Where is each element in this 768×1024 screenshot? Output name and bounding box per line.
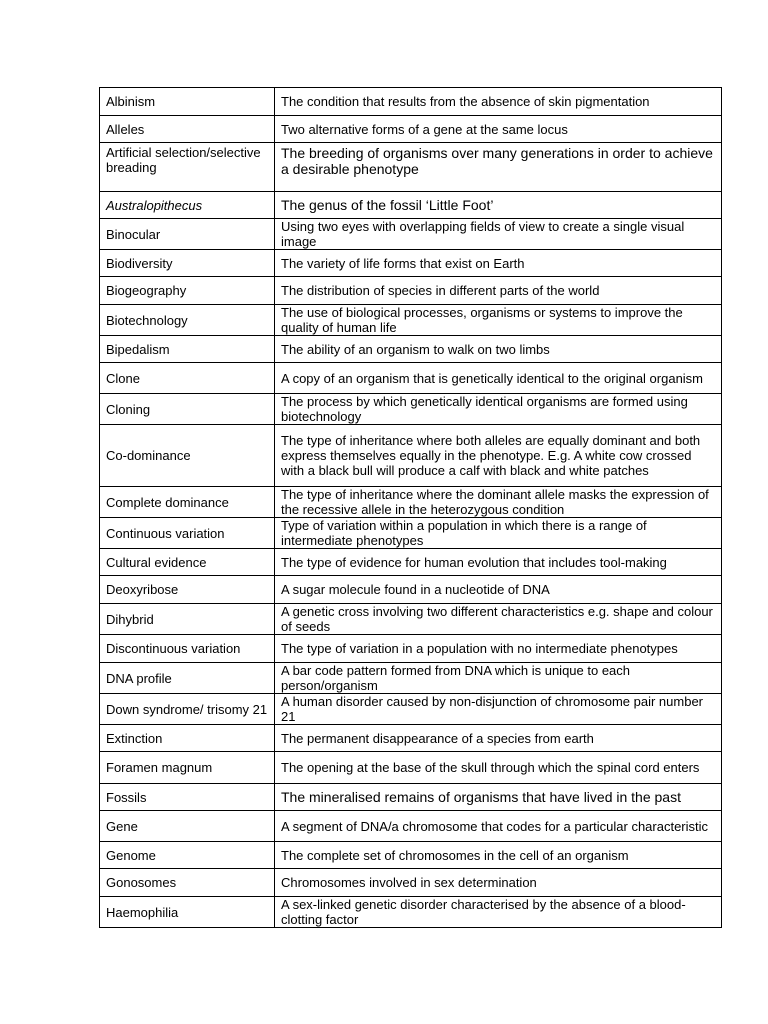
definition-cell: The type of variation in a population with no intermediate phenotypes xyxy=(275,635,722,663)
term-cell: Genome xyxy=(100,842,275,869)
term-cell: Bipedalism xyxy=(100,336,275,363)
definition-cell: A sugar molecule found in a nucleotide of DNA xyxy=(275,576,722,604)
table-row xyxy=(100,250,722,277)
definition-cell: Two alternative forms of a gene at the same locus xyxy=(275,116,722,143)
term-cell: Deoxyribose xyxy=(100,576,275,604)
table-row xyxy=(100,784,722,811)
term-cell: Binocular xyxy=(100,219,275,250)
definition-cell: The type of evidence for human evolution that includes tool-making xyxy=(275,549,722,576)
definition-cell: The permanent disappearance of a species from earth xyxy=(275,725,722,752)
term-cell: Biotechnology xyxy=(100,305,275,336)
definition-cell: Chromosomes involved in sex determination xyxy=(275,869,722,897)
table-row xyxy=(100,305,722,336)
term-cell: Biodiversity xyxy=(100,250,275,277)
definition-cell: The type of inheritance where both alleles are equally dominant and both express themselves equally in the phenotype. E.g. A white cow crossed with a black bull will produce a calf with black and white patches xyxy=(275,425,722,487)
table-row xyxy=(100,752,722,784)
definition-cell: The mineralised remains of organisms that have lived in the past xyxy=(275,784,722,811)
definition-cell: A segment of DNA/a chromosome that codes for a particular characteristic xyxy=(275,811,722,842)
definition-cell: The use of biological processes, organisms or systems to improve the quality of human life xyxy=(275,305,722,336)
definition-cell: The genus of the fossil ‘Little Foot’ xyxy=(275,192,722,219)
term-cell: Gene xyxy=(100,811,275,842)
term-cell: DNA profile xyxy=(100,663,275,694)
term-cell: Cultural evidence xyxy=(100,549,275,576)
table-row xyxy=(100,811,722,842)
table-row xyxy=(100,549,722,576)
definition-cell: A human disorder caused by non-disjunction of chromosome pair number 21 xyxy=(275,694,722,725)
table-row xyxy=(100,576,722,604)
definition-cell: The breeding of organisms over many generations in order to achieve a desirable phenotype xyxy=(275,143,722,192)
definition-cell: The complete set of chromosomes in the cell of an organism xyxy=(275,842,722,869)
term-cell: Complete dominance xyxy=(100,487,275,518)
table-row xyxy=(100,663,722,694)
glossary-table xyxy=(99,87,722,928)
definition-cell: A sex-linked genetic disorder characterised by the absence of a blood-clotting factor xyxy=(275,897,722,928)
table-row xyxy=(100,394,722,425)
table-row xyxy=(100,425,722,487)
table-row xyxy=(100,88,722,116)
table-row xyxy=(100,219,722,250)
term-cell: Discontinuous variation xyxy=(100,635,275,663)
table-row xyxy=(100,363,722,394)
definition-cell: The type of inheritance where the dominant allele masks the expression of the recessive allele in the heterozygous condition xyxy=(275,487,722,518)
table-row xyxy=(100,635,722,663)
table-row xyxy=(100,116,722,143)
term-cell: Haemophilia xyxy=(100,897,275,928)
term-cell: Artificial selection/selective breading xyxy=(100,143,275,192)
table-row xyxy=(100,694,722,725)
term-cell: Dihybrid xyxy=(100,604,275,635)
table-row xyxy=(100,277,722,305)
table-row xyxy=(100,869,722,897)
definition-cell: A genetic cross involving two different characteristics e.g. shape and colour of seeds xyxy=(275,604,722,635)
table-row xyxy=(100,725,722,752)
term-cell: Biogeography xyxy=(100,277,275,305)
definition-cell: The condition that results from the absence of skin pigmentation xyxy=(275,88,722,116)
definition-cell: The opening at the base of the skull through which the spinal cord enters xyxy=(275,752,722,784)
term-cell: Foramen magnum xyxy=(100,752,275,784)
term-cell: Down syndrome/ trisomy 21 xyxy=(100,694,275,725)
definition-cell: Type of variation within a population in which there is a range of intermediate phenotypes xyxy=(275,518,722,549)
table-row xyxy=(100,842,722,869)
table-row xyxy=(100,518,722,549)
term-cell: Fossils xyxy=(100,784,275,811)
term-cell: Continuous variation xyxy=(100,518,275,549)
definition-cell: A bar code pattern formed from DNA which is unique to each person/organism xyxy=(275,663,722,694)
term-cell: Cloning xyxy=(100,394,275,425)
definition-cell: Using two eyes with overlapping fields of view to create a single visual image xyxy=(275,219,722,250)
definition-cell: The ability of an organism to walk on two limbs xyxy=(275,336,722,363)
term-cell: Alleles xyxy=(100,116,275,143)
term-cell: Co-dominance xyxy=(100,425,275,487)
definition-cell: A copy of an organism that is genetically identical to the original organism xyxy=(275,363,722,394)
term-cell: Australopithecus xyxy=(100,192,275,219)
table-row xyxy=(100,336,722,363)
table-row xyxy=(100,487,722,518)
table-row xyxy=(100,897,722,928)
table-row xyxy=(100,143,722,192)
table-row xyxy=(100,604,722,635)
definition-cell: The distribution of species in different parts of the world xyxy=(275,277,722,305)
definition-cell: The process by which genetically identical organisms are formed using biotechnology xyxy=(275,394,722,425)
term-cell: Albinism xyxy=(100,88,275,116)
definition-cell: The variety of life forms that exist on Earth xyxy=(275,250,722,277)
term-cell: Gonosomes xyxy=(100,869,275,897)
table-row xyxy=(100,192,722,219)
term-cell: Clone xyxy=(100,363,275,394)
term-cell: Extinction xyxy=(100,725,275,752)
